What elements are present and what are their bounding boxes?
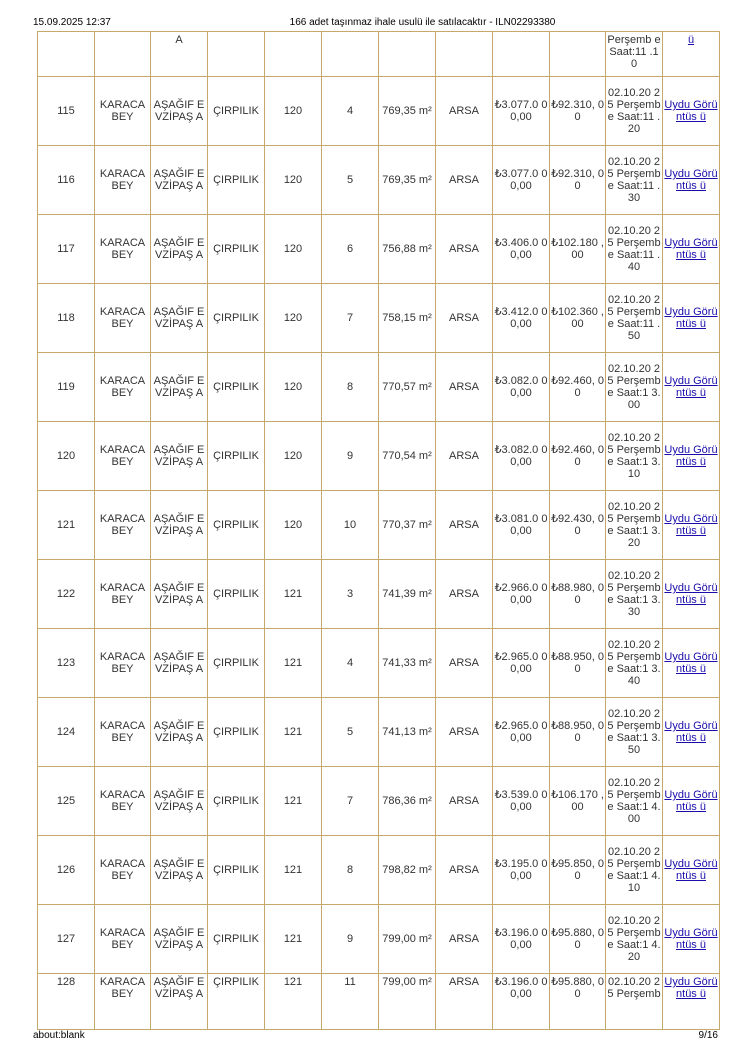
area-value: 756,88 m² (382, 243, 432, 255)
cell-area (379, 836, 436, 905)
cell-no: 118 (38, 284, 95, 353)
satellite-view-link[interactable]: Uydu Görüntüs ü (664, 720, 718, 744)
cell-locality: ÇIRPILIK (208, 767, 265, 836)
cell-satellite-link (663, 767, 720, 836)
satellite-view-link[interactable]: Uydu Görüntüs ü (664, 976, 718, 1000)
cell-deposit: ₺92.310, 00 (550, 146, 606, 215)
cell-district: KARACA BEY (95, 353, 151, 422)
print-date: 15.09.2025 12:37 (33, 17, 111, 28)
cell-satellite-link (663, 353, 720, 422)
cell-no: 128 (38, 974, 95, 1030)
cell-satellite-link (663, 284, 720, 353)
cell-district: KARACA BEY (95, 698, 151, 767)
cell-locality: ÇIRPILIK (208, 491, 265, 560)
area-value: 769,35 m² (382, 105, 432, 117)
cell-neighborhood: AŞAĞIF EVZİPAŞ A (151, 77, 208, 146)
area-value: 741,39 m² (382, 588, 432, 600)
area-value: 799,00 m² (382, 933, 432, 945)
cell-neighborhood: AŞAĞIF EVZİPAŞ A (151, 836, 208, 905)
area-value: 798,82 m² (382, 864, 432, 876)
table-row (38, 353, 720, 422)
cell-neighborhood: AŞAĞIF EVZİPAŞ A (151, 560, 208, 629)
cell-price (493, 32, 550, 77)
cell-locality: ÇIRPILIK (208, 698, 265, 767)
cell-no: 120 (38, 422, 95, 491)
cell-parcel: 6 (322, 215, 379, 284)
cell-type: ARSA (436, 77, 493, 146)
cell-price: ₺3.077.0 00,00 (493, 77, 550, 146)
cell-area (379, 146, 436, 215)
cell-auction-date: 02.10.20 25 Perşemb e Saat:1 3.20 (606, 491, 663, 560)
table-row (38, 491, 720, 560)
cell-auction-date: 02.10.20 25 Perşemb e Saat:1 3.30 (606, 560, 663, 629)
cell-no: 123 (38, 629, 95, 698)
table-row (38, 215, 720, 284)
area-value: 741,13 m² (382, 726, 432, 738)
cell-locality: ÇIRPILIK (208, 560, 265, 629)
cell-deposit: ₺88.950, 00 (550, 629, 606, 698)
cell-price: ₺3.196.0 00,00 (493, 905, 550, 974)
cell-area (379, 32, 436, 77)
cell-type (436, 32, 493, 77)
page-url: about:blank (33, 1030, 85, 1041)
cell-price: ₺3.081.0 00,00 (493, 491, 550, 560)
cell-type: ARSA (436, 974, 493, 1030)
cell-locality: ÇIRPILIK (208, 629, 265, 698)
cell-no: 127 (38, 905, 95, 974)
cell-block: 120 (265, 284, 322, 353)
cell-price: ₺2.965.0 00,00 (493, 698, 550, 767)
table-row (38, 974, 720, 1030)
cell-price: ₺3.082.0 00,00 (493, 353, 550, 422)
table-row (38, 146, 720, 215)
cell-locality (208, 32, 265, 77)
cell-neighborhood: AŞAĞIF EVZİPAŞ A (151, 146, 208, 215)
cell-area (379, 905, 436, 974)
cell-neighborhood: AŞAĞIF EVZİPAŞ A (151, 353, 208, 422)
cell-auction-date: 02.10.20 25 Perşemb e Saat:11 .40 (606, 215, 663, 284)
cell-district: KARACA BEY (95, 284, 151, 353)
cell-satellite-link (663, 422, 720, 491)
cell-locality: ÇIRPILIK (208, 284, 265, 353)
cell-price: ₺3.412.0 00,00 (493, 284, 550, 353)
cell-area (379, 560, 436, 629)
satellite-view-link[interactable]: Uydu Görüntüs ü (664, 237, 718, 261)
cell-district: KARACA BEY (95, 491, 151, 560)
auction-table (37, 31, 720, 1030)
cell-district: KARACA BEY (95, 629, 151, 698)
cell-block: 120 (265, 491, 322, 560)
cell-deposit: ₺92.310, 00 (550, 77, 606, 146)
cell-type: ARSA (436, 767, 493, 836)
cell-no: 116 (38, 146, 95, 215)
cell-parcel: 4 (322, 77, 379, 146)
cell-no: 124 (38, 698, 95, 767)
cell-satellite-link (663, 560, 720, 629)
cell-satellite-link (663, 974, 720, 1030)
table-row (38, 77, 720, 146)
cell-price: ₺3.196.0 00,00 (493, 974, 550, 1030)
cell-price: ₺3.195.0 00,00 (493, 836, 550, 905)
area-value: 786,36 m² (382, 795, 432, 807)
cell-satellite-link (663, 698, 720, 767)
cell-deposit: ₺92.460, 00 (550, 422, 606, 491)
satellite-view-link[interactable]: Uydu Görüntüs ü (664, 582, 718, 606)
table-row-partial (38, 32, 720, 77)
cell-type: ARSA (436, 491, 493, 560)
cell-district: KARACA BEY (95, 905, 151, 974)
cell-parcel: 8 (322, 836, 379, 905)
cell-price: ₺3.539.0 00,00 (493, 767, 550, 836)
cell-deposit: ₺95.850, 00 (550, 836, 606, 905)
cell-price: ₺3.406.0 00,00 (493, 215, 550, 284)
cell-no: 117 (38, 215, 95, 284)
cell-no: 125 (38, 767, 95, 836)
table-row (38, 767, 720, 836)
cell-deposit: ₺95.880, 00 (550, 974, 606, 1030)
cell-block: 120 (265, 422, 322, 491)
table-row (38, 422, 720, 491)
satellite-view-link[interactable]: Uydu Görüntüs ü (664, 306, 718, 330)
cell-no: 121 (38, 491, 95, 560)
cell-parcel: 8 (322, 353, 379, 422)
cell-no: 115 (38, 77, 95, 146)
cell-auction-date: 02.10.20 25 Perşemb e Saat:11 .50 (606, 284, 663, 353)
satellite-view-link[interactable]: Uydu Görüntüs ü (664, 375, 718, 399)
cell-auction-date: 02.10.20 25 Perşemb e Saat:1 3.00 (606, 353, 663, 422)
cell-deposit (550, 32, 606, 77)
cell-deposit: ₺102.360 ,00 (550, 284, 606, 353)
cell-parcel: 7 (322, 767, 379, 836)
cell-neighborhood: AŞAĞIF EVZİPAŞ A (151, 974, 208, 1030)
area-value: 741,33 m² (382, 657, 432, 669)
cell-district: KARACA BEY (95, 422, 151, 491)
table-row (38, 629, 720, 698)
cell-locality: ÇIRPILIK (208, 836, 265, 905)
cell-neighborhood: AŞAĞIF EVZİPAŞ A (151, 215, 208, 284)
cell-locality: ÇIRPILIK (208, 974, 265, 1030)
cell-type: ARSA (436, 905, 493, 974)
cell-satellite-link (663, 836, 720, 905)
cell-auction-date: 02.10.20 25 Perşemb e Saat:11 .30 (606, 146, 663, 215)
cell-block: 121 (265, 560, 322, 629)
cell-price: ₺3.082.0 00,00 (493, 422, 550, 491)
cell-district: KARACA BEY (95, 560, 151, 629)
cell-type: ARSA (436, 422, 493, 491)
cell-satellite-link (663, 491, 720, 560)
area-value: 770,54 m² (382, 450, 432, 462)
cell-parcel: 10 (322, 491, 379, 560)
cell-neighborhood: AŞAĞIF EVZİPAŞ A (151, 905, 208, 974)
cell-auction-date: 02.10.20 25 Perşemb e Saat:1 3.10 (606, 422, 663, 491)
cell-parcel: 7 (322, 284, 379, 353)
print-header (0, 0, 750, 30)
cell-parcel: 11 (322, 974, 379, 1030)
cell-satellite-link (663, 77, 720, 146)
cell-area (379, 422, 436, 491)
cell-auction-date: 02.10.20 25 Perşemb e Saat:11 .20 (606, 77, 663, 146)
cell-block: 120 (265, 146, 322, 215)
cell-block: 121 (265, 974, 322, 1030)
area-value: 799,00 m² (382, 976, 432, 988)
satellite-view-link[interactable]: Uydu Görüntüs ü (664, 99, 718, 123)
cell-block: 121 (265, 836, 322, 905)
cell-district: KARACA BEY (95, 215, 151, 284)
satellite-view-link[interactable]: Uydu Görüntüs ü (664, 789, 718, 813)
cell-auction-date: 02.10.20 25 Perşemb e Saat:1 4.00 (606, 767, 663, 836)
cell-area (379, 491, 436, 560)
satellite-view-link[interactable]: Uydu Görüntüs ü (664, 444, 718, 468)
cell-deposit: ₺106.170 ,00 (550, 767, 606, 836)
cell-block: 120 (265, 353, 322, 422)
table-row (38, 560, 720, 629)
cell-type: ARSA (436, 629, 493, 698)
satellite-view-link[interactable]: Uydu Görüntüs ü (664, 927, 718, 951)
cell-type: ARSA (436, 284, 493, 353)
cell-auction-date: 02.10.20 25 Perşemb e Saat:1 3.40 (606, 629, 663, 698)
cell-parcel: 5 (322, 698, 379, 767)
cell-district: KARACA BEY (95, 146, 151, 215)
table-row (38, 905, 720, 974)
cell-neighborhood: AŞAĞIF EVZİPAŞ A (151, 284, 208, 353)
cell-area (379, 974, 436, 1030)
area-value: 758,15 m² (382, 312, 432, 324)
cell-deposit: ₺88.980, 00 (550, 560, 606, 629)
satellite-view-link[interactable]: Uydu Görüntüs ü (664, 651, 718, 675)
cell-locality: ÇIRPILIK (208, 353, 265, 422)
cell-block (265, 32, 322, 77)
cell-auction-date: 02.10.20 25 Perşemb e Saat:1 4.20 (606, 905, 663, 974)
cell-type: ARSA (436, 698, 493, 767)
cell-satellite-link (663, 32, 720, 77)
page-number: 9/16 (698, 1030, 718, 1041)
table-row (38, 698, 720, 767)
cell-no: 126 (38, 836, 95, 905)
cell-locality: ÇIRPILIK (208, 146, 265, 215)
cell-deposit: ₺95.880, 00 (550, 905, 606, 974)
cell-auction-date: 02.10.20 25 Perşemb e Saat:1 3.50 (606, 698, 663, 767)
cell-parcel: 4 (322, 629, 379, 698)
cell-block: 121 (265, 629, 322, 698)
cell-type: ARSA (436, 836, 493, 905)
cell-price: ₺2.965.0 00,00 (493, 629, 550, 698)
cell-locality: ÇIRPILIK (208, 905, 265, 974)
area-value: 769,35 m² (382, 174, 432, 186)
cell-neighborhood: AŞAĞIF EVZİPAŞ A (151, 491, 208, 560)
cell-locality: ÇIRPILIK (208, 77, 265, 146)
cell-parcel: 5 (322, 146, 379, 215)
cell-area (379, 629, 436, 698)
cell-satellite-link (663, 629, 720, 698)
cell-area (379, 698, 436, 767)
cell-parcel: 9 (322, 422, 379, 491)
cell-deposit: ₺92.460, 00 (550, 353, 606, 422)
cell-block: 121 (265, 905, 322, 974)
cell-block: 120 (265, 77, 322, 146)
cell-satellite-link (663, 905, 720, 974)
cell-no (38, 32, 95, 77)
cell-neighborhood: AŞAĞIF EVZİPAŞ A (151, 629, 208, 698)
area-value: 770,37 m² (382, 519, 432, 531)
cell-auction-date: 02.10.20 25 Perşemb e Saat:1 4.10 (606, 836, 663, 905)
cell-locality: ÇIRPILIK (208, 215, 265, 284)
cell-block: 121 (265, 698, 322, 767)
satellite-view-link[interactable]: Uydu Görüntüs ü (664, 513, 718, 537)
cell-deposit: ₺102.180 ,00 (550, 215, 606, 284)
cell-area (379, 353, 436, 422)
cell-district: KARACA BEY (95, 77, 151, 146)
satellite-view-link[interactable]: Uydu Görüntüs ü (664, 168, 718, 192)
cell-parcel: 9 (322, 905, 379, 974)
cell-deposit: ₺92.430, 00 (550, 491, 606, 560)
cell-type: ARSA (436, 353, 493, 422)
cell-type: ARSA (436, 146, 493, 215)
table-row (38, 284, 720, 353)
cell-neighborhood: AŞAĞIF EVZİPAŞ A (151, 422, 208, 491)
cell-no: 119 (38, 353, 95, 422)
cell-locality: ÇIRPILIK (208, 422, 265, 491)
satellite-view-link[interactable]: Uydu Görüntüs ü (664, 858, 718, 882)
cell-district: KARACA BEY (95, 767, 151, 836)
cell-block: 120 (265, 215, 322, 284)
satellite-view-link[interactable]: ü (687, 34, 695, 46)
cell-area (379, 215, 436, 284)
cell-no: 122 (38, 560, 95, 629)
cell-district: KARACA BEY (95, 836, 151, 905)
cell-deposit: ₺88.950, 00 (550, 698, 606, 767)
cell-satellite-link (663, 146, 720, 215)
cell-parcel: 3 (322, 560, 379, 629)
cell-type: ARSA (436, 560, 493, 629)
document-title: 166 adet taşınmaz ihale usulü ile satılacaktır - ILN02293380 (289, 17, 556, 28)
cell-auction-date: 02.10.20 25 Perşemb (606, 974, 663, 1030)
cell-price: ₺3.077.0 00,00 (493, 146, 550, 215)
cell-district (95, 32, 151, 77)
cell-area (379, 767, 436, 836)
cell-auction-date: Perşemb e Saat:11 .10 (606, 32, 663, 77)
table-row (38, 836, 720, 905)
cell-district: KARACA BEY (95, 974, 151, 1030)
cell-neighborhood: AŞAĞIF EVZİPAŞ A (151, 698, 208, 767)
cell-neighborhood: A (151, 32, 208, 77)
cell-neighborhood: AŞAĞIF EVZİPAŞ A (151, 767, 208, 836)
auction-table-container (37, 31, 720, 1030)
cell-satellite-link (663, 215, 720, 284)
area-value: 770,57 m² (382, 381, 432, 393)
cell-area (379, 77, 436, 146)
cell-area (379, 284, 436, 353)
cell-type: ARSA (436, 215, 493, 284)
cell-parcel (322, 32, 379, 77)
cell-block: 121 (265, 767, 322, 836)
cell-price: ₺2.966.0 00,00 (493, 560, 550, 629)
